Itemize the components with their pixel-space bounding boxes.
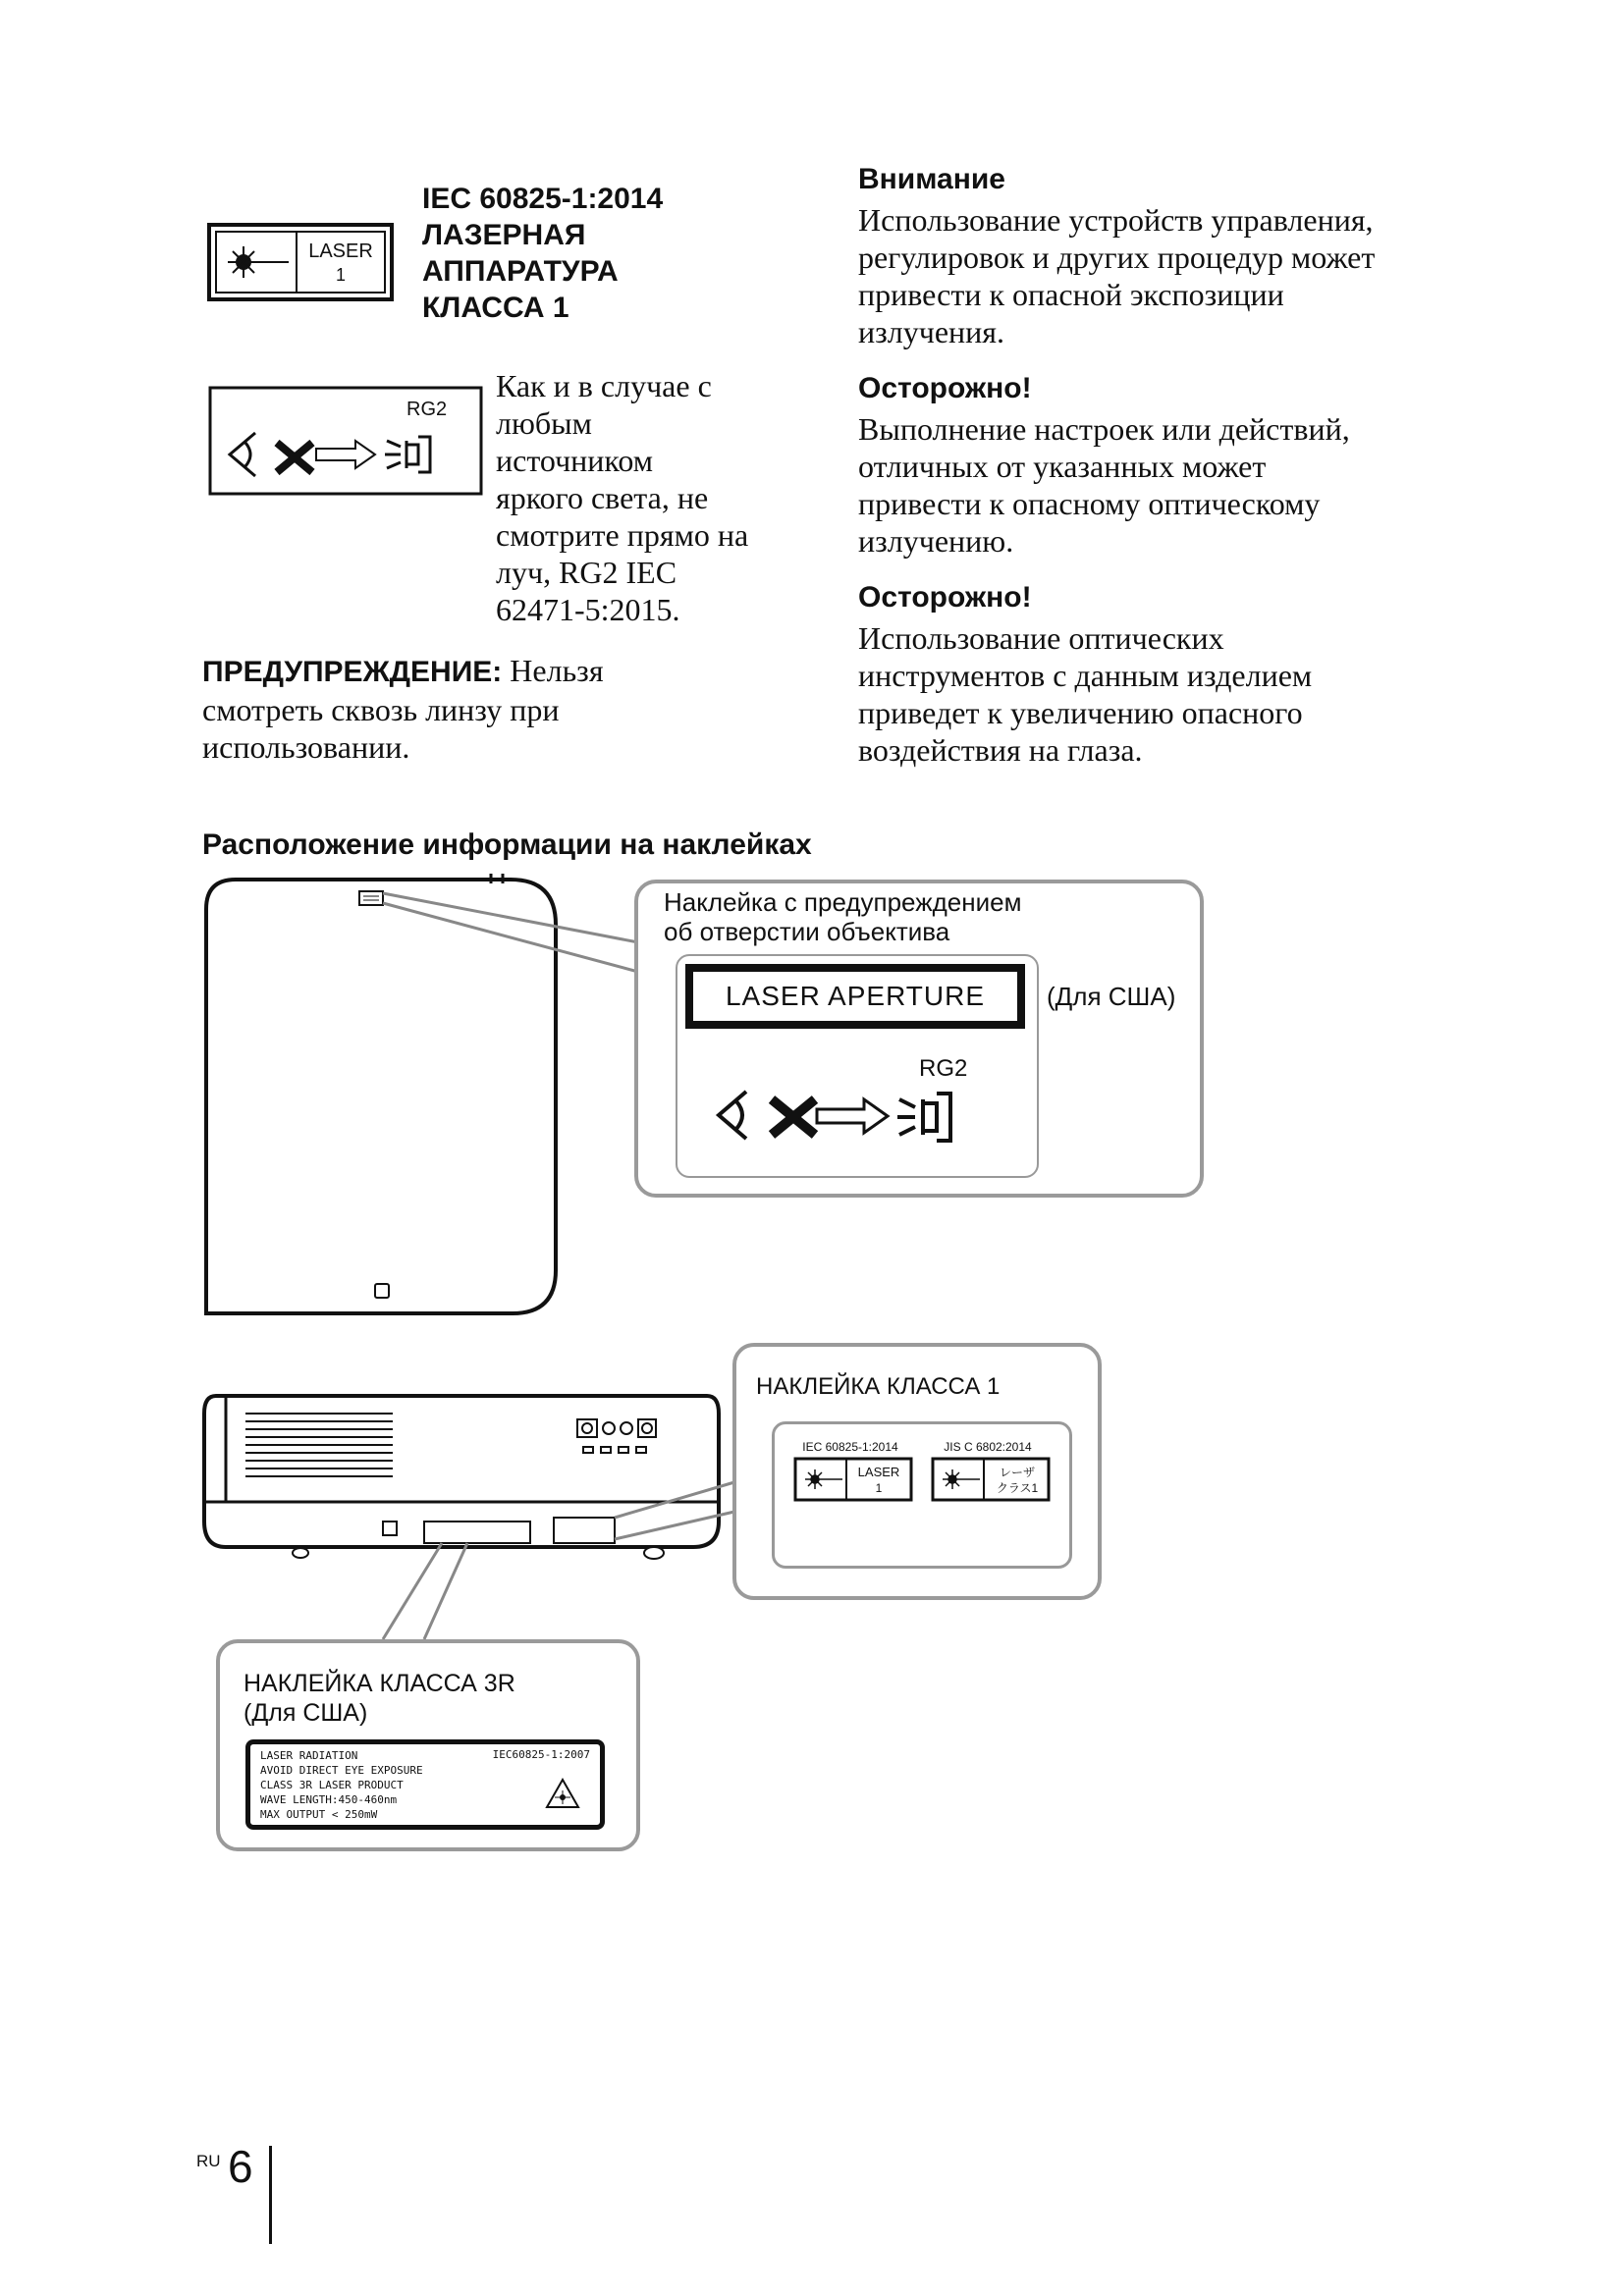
rg2-line: луч, RG2 IEC — [496, 555, 677, 590]
caution2-line: инструментов с данным изделием — [858, 658, 1313, 693]
aperture-text: LASER APERTURE — [725, 981, 986, 1011]
aperture-rg2-icon — [707, 1052, 1001, 1160]
right-column — [858, 161, 1467, 769]
class3r-line: CLASS 3R LASER PRODUCT — [260, 1779, 404, 1791]
class3r-title: НАКЛЕЙКА КЛАССА 3R — [244, 1670, 515, 1697]
rg2-line: Как и в случае с — [496, 368, 712, 403]
class3r-usa-note: (Для США) — [244, 1699, 368, 1727]
warning-heading: ПРЕДУПРЕЖДЕНИЕ: — [202, 656, 503, 688]
aperture-rg2-text: RG2 — [919, 1055, 968, 1082]
attention-line: Использование устройств управления, — [858, 202, 1374, 238]
class1-std-left: IEC 60825-1:2014 — [802, 1440, 898, 1454]
warning-block — [202, 652, 693, 766]
attention-line: регулировок и других процедур может — [858, 240, 1376, 275]
footer-page-number: 6 — [228, 2141, 253, 2192]
laser-title-line2: АППАРАТУРА — [422, 255, 619, 288]
class3r-line: WAVE LENGTH:450-460nm — [260, 1793, 398, 1806]
caution1-line: привести к опасному оптическому — [858, 486, 1321, 521]
caution1-line: излучению. — [858, 523, 1014, 559]
laser-class1-num: 1 — [335, 265, 347, 285]
class3r-label-box — [245, 1739, 605, 1830]
class3r-line: LASER RADIATION — [260, 1749, 358, 1762]
footer-divider — [269, 2146, 272, 2244]
projector-side-view — [196, 1374, 746, 1669]
caution2-line: приведет к увеличению опасного — [858, 695, 1303, 730]
caution2-line: воздействия на глаза. — [858, 732, 1143, 768]
laser-title-line3: КЛАССА 1 — [422, 292, 569, 324]
warning-line: смотреть сквозь линзу при — [202, 692, 560, 727]
warning-line1 — [202, 652, 693, 691]
class3r-std: IEC60825-1:2007 — [492, 1748, 590, 1761]
class3r-callout-title — [244, 1669, 515, 1728]
aperture-callout-title — [664, 887, 1021, 946]
class1-label — [785, 1437, 1060, 1506]
rg2-line: яркого света, не — [496, 480, 709, 515]
rg2-line: смотрите прямо на — [496, 517, 749, 553]
rg2-line: 62471-5:2015. — [496, 592, 680, 627]
attention-line: привести к опасной экспозиции — [858, 277, 1284, 312]
class1-callout-title: НАКЛЕЙКА КЛАССА 1 — [756, 1373, 1001, 1400]
laser-class1-label — [206, 222, 395, 302]
class3r-line: MAX OUTPUT < 250mW — [260, 1808, 378, 1821]
class1-right-line1: レーザ — [999, 1466, 1036, 1479]
class1-left-word: LASER — [857, 1465, 900, 1479]
eye-beam-forbidden-icon — [719, 1092, 950, 1141]
rg2-text — [496, 367, 790, 628]
class1-right-line2: クラス1 — [996, 1481, 1039, 1495]
laser-hazard-triangle-icon — [545, 1778, 580, 1809]
footer-lang: RU — [196, 2152, 221, 2170]
aperture-callout — [634, 880, 1204, 1198]
rg2-label — [208, 386, 483, 496]
laser-class1-word: LASER — [308, 240, 373, 262]
laser-title-line1: ЛАЗЕРНАЯ — [422, 219, 586, 251]
labels-section-heading: Расположение информации на наклейках — [202, 828, 812, 861]
caution1-line: отличных от указанных может — [858, 449, 1267, 484]
aperture-title-line2: об отверстии объектива — [664, 917, 950, 946]
rg2-line: любым — [496, 405, 592, 441]
caution1-line: Выполнение настроек или действий, — [858, 411, 1350, 447]
aperture-usa-note: (Для США) — [1047, 982, 1176, 1011]
caution1-heading: Осторожно! — [858, 372, 1032, 404]
class3r-callout — [216, 1639, 640, 1851]
rg2-line: источником — [496, 443, 653, 478]
aperture-label-box — [685, 964, 1025, 1029]
warning-text: Нельзя — [510, 653, 604, 688]
caution2-heading: Осторожно! — [858, 581, 1032, 614]
class1-std-right: JIS C 6802:2014 — [944, 1440, 1032, 1454]
class3r-label-lines — [260, 1748, 423, 1822]
attention-line: излучения. — [858, 314, 1004, 349]
class3r-line: AVOID DIRECT EYE EXPOSURE — [260, 1764, 423, 1777]
caution2-line: Использование оптических — [858, 620, 1224, 656]
rg2-label-text: RG2 — [406, 399, 448, 420]
warning-line: использовании. — [202, 729, 410, 765]
laser-standard: IEC 60825-1:2014 — [422, 183, 664, 215]
laser-class1-title — [422, 181, 717, 326]
attention-heading: Внимание — [858, 163, 1005, 195]
class1-left-num: 1 — [875, 1481, 883, 1495]
aperture-title-line1: Наклейка с предупреждением — [664, 887, 1022, 917]
class1-callout — [732, 1343, 1102, 1600]
